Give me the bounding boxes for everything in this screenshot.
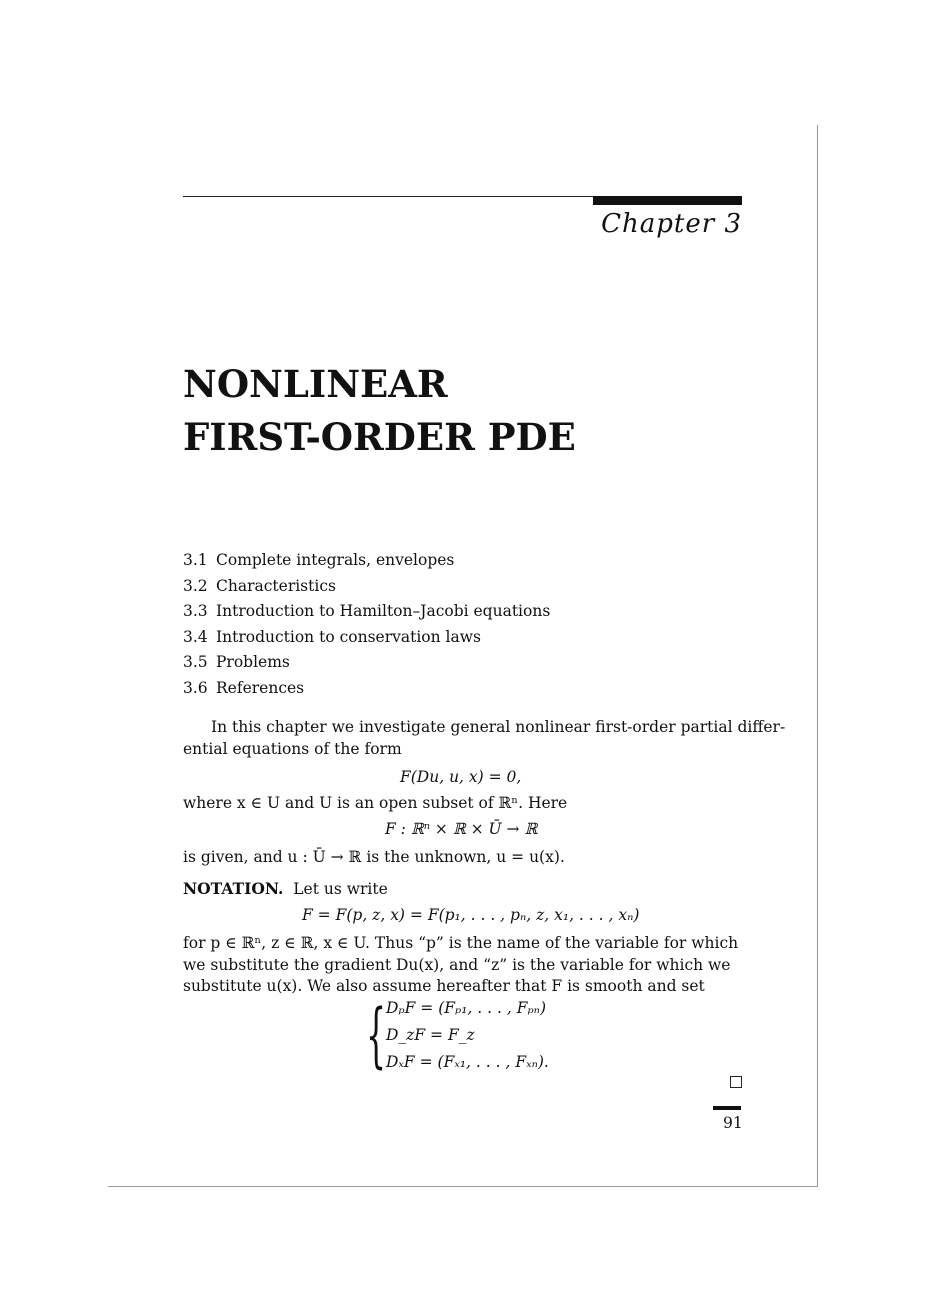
page-number-rule: [713, 1106, 741, 1110]
toc-item-number: 3.5: [183, 653, 208, 672]
system-equation-3: DₓF = (Fₓ₁, . . . , Fₓₙ).: [386, 1053, 549, 1071]
page-frame-right-edge: [817, 125, 818, 1187]
toc-item-number: 3.6: [183, 678, 208, 697]
system-equation-1: DₚF = (Fₚ₁, . . . , Fₚₙ): [386, 999, 546, 1017]
toc-item: [183, 676, 550, 702]
toc-item: [183, 548, 550, 574]
notation-heading: NOTATION.: [183, 879, 284, 898]
chapter-rule-thin: [183, 196, 593, 197]
system-brace: {: [366, 994, 387, 1076]
toc-item-label: Characteristics: [216, 576, 336, 595]
page-frame-bottom-edge: [108, 1186, 818, 1187]
toc-item-label: Complete integrals, envelopes: [216, 551, 455, 569]
notation-text: Let us write: [293, 880, 388, 898]
domain-sentence: where x ∈ U and U is an open subset of ℝⁿ. Here: [183, 794, 568, 812]
qed-box-icon: [730, 1076, 742, 1088]
paragraph-line-2: we substitute the gradient Du(x), and “z” is the variable for which we: [183, 956, 731, 974]
table-of-contents: [183, 548, 550, 702]
chapter-label: Chapter 3: [601, 209, 742, 239]
page-number: 91: [723, 1114, 743, 1132]
intro-paragraph-line-2: ential equations of the form: [183, 740, 402, 758]
chapter-title: [183, 358, 576, 465]
toc-item-label: Problems: [216, 653, 290, 672]
toc-item-number: 3.3: [183, 602, 208, 621]
equation-mapping: F : ℝⁿ × ℝ × Ū → ℝ: [385, 820, 538, 838]
paragraph-line-1: for p ∈ ℝⁿ, z ∈ ℝ, x ∈ U. Thus “p” is the name of the variable for which: [183, 934, 739, 952]
toc-item: [183, 650, 550, 676]
equation-notation: F = F(p, z, x) = F(p₁, . . . , pₙ, z, x₁, . . . , xₙ): [302, 906, 640, 924]
toc-item-label: Introduction to conservation laws: [216, 627, 481, 646]
chapter-title-line-2: FIRST-ORDER PDE: [183, 415, 576, 460]
toc-item-label: References: [216, 678, 305, 697]
chapter-rule-thick: [593, 196, 742, 205]
toc-item-number: 3.4: [183, 627, 208, 646]
toc-item-number: 3.2: [183, 576, 208, 595]
toc-item: [183, 574, 550, 600]
paragraph-line-3: substitute u(x). We also assume hereafter that F is smooth and set: [183, 977, 705, 995]
chapter-title-line-1: NONLINEAR: [183, 362, 448, 406]
system-equation-2: D_zF = F_z: [386, 1026, 475, 1044]
toc-item-number: 3.1: [183, 551, 208, 569]
notation-line: [183, 879, 388, 900]
intro-paragraph-line-1: In this chapter we investigate general nonlinear first-order partial differ-: [211, 718, 786, 736]
toc-item: [183, 599, 550, 625]
toc-item: [183, 625, 550, 651]
toc-item-label: Introduction to Hamilton–Jacobi equations: [216, 602, 551, 621]
unknown-sentence: is given, and u : Ū → ℝ is the unknown, u = u(x).: [183, 848, 565, 866]
equation-pde: F(Du, u, x) = 0,: [400, 768, 522, 786]
